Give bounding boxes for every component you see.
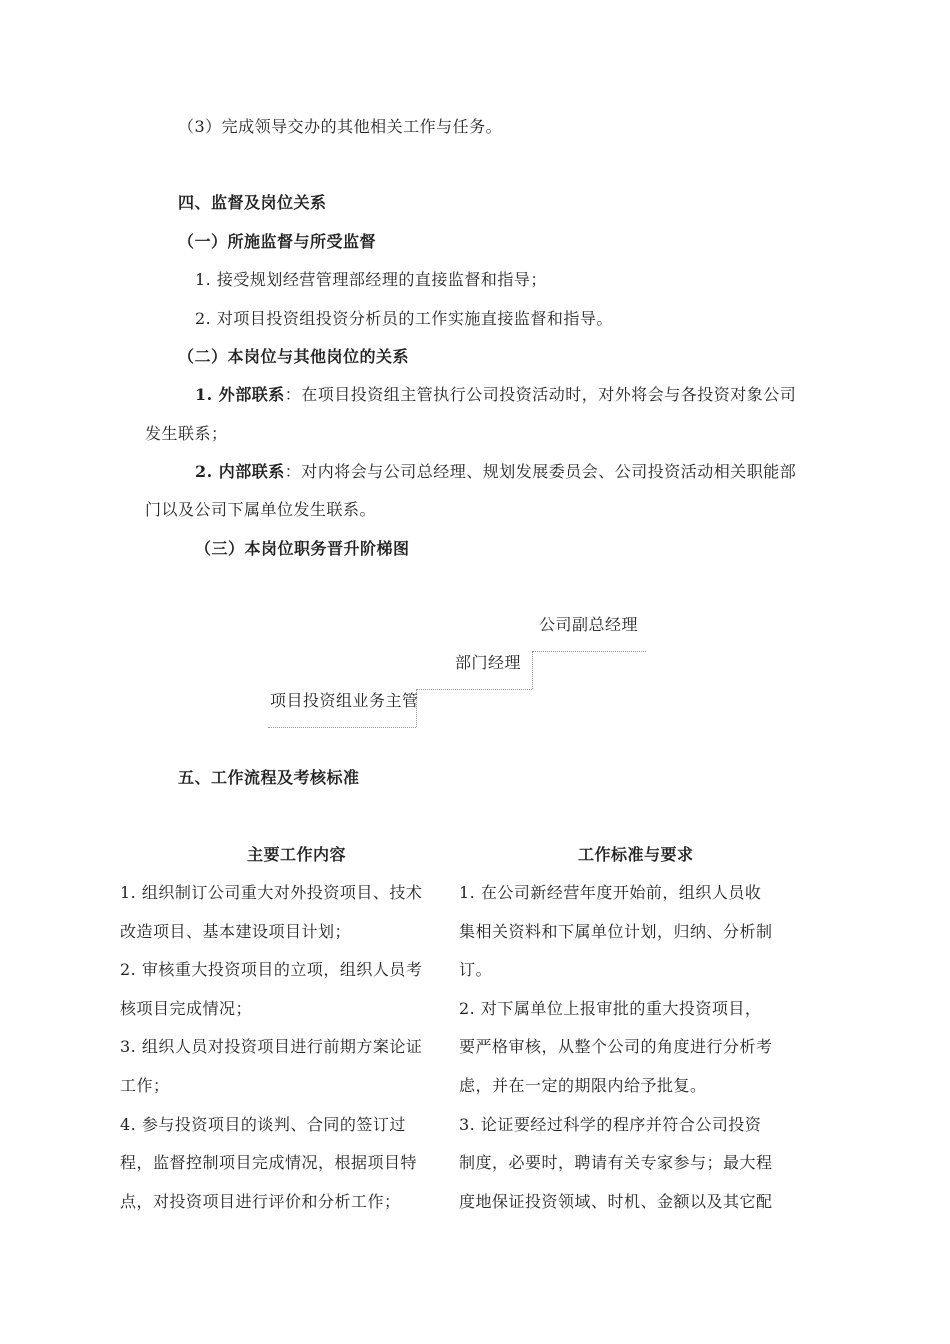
- col2-line: 要严格审核，从整个公司的角度进行分析考: [459, 1037, 773, 1057]
- col2-line: 度地保证投资领域、时机、金额以及其它配: [459, 1191, 773, 1211]
- external-relation-text: ：在项目投资组主管执行公司投资活动时，对外将会与各投资对象公司: [284, 385, 797, 404]
- ladder-bottom-line: [268, 727, 416, 728]
- ladder-top-line: [532, 651, 646, 652]
- internal-relation: [195, 462, 796, 482]
- col-header-work-standard: 工作标准与要求: [578, 845, 694, 864]
- col1-line: 3. 组织人员对投资项目进行前期方案论证: [120, 1037, 423, 1057]
- col2-line: 订。: [459, 960, 493, 980]
- subsection-1-title: （一）所施监督与所受监督: [178, 232, 377, 251]
- col2-line: 1. 在公司新经营年度开始前，组织人员收: [459, 883, 762, 902]
- col-header-main-work: 主要工作内容: [247, 845, 347, 864]
- section-5-title: 五、工作流程及考核标准: [178, 768, 360, 787]
- ladder-mid-step: 部门经理: [455, 653, 522, 672]
- duty-item-3: （3）完成领导交办的其他相关工作与任务。: [178, 117, 503, 136]
- external-relation-label: 1. 外部联系: [195, 385, 285, 404]
- col2-line: 虑，并在一定的期限内给予批复。: [459, 1076, 707, 1095]
- col1-line: 2. 审核重大投资项目的立项，组织人员考: [120, 960, 423, 980]
- col2-line: 2. 对下属单位上报审批的重大投资项目，: [459, 998, 762, 1018]
- col1-line: 核项目完成情况；: [120, 998, 253, 1018]
- supervision-item-2: 2. 对项目投资组投资分析员的工作实施直接监督和指导。: [195, 309, 613, 328]
- ladder-mid-line: [416, 689, 532, 690]
- col1-line: 点，对投资项目进行评价和分析工作；: [120, 1191, 401, 1211]
- external-relation: [195, 385, 796, 405]
- subsection-3-title: （三）本岗位职务晋升阶梯图: [195, 539, 410, 558]
- col2-line: 3. 论证要经过科学的程序并符合公司投资: [459, 1114, 762, 1134]
- ladder-top-step: 公司副总经理: [539, 615, 639, 634]
- section-4-title: 四、监督及岗位关系: [178, 193, 327, 212]
- external-relation-cont: 发生联系；: [145, 424, 228, 443]
- subsection-2-title: （二）本岗位与其他岗位的关系: [178, 347, 410, 366]
- supervision-item-1: 1. 接受规划经营管理部经理的直接监督和指导；: [195, 270, 547, 289]
- internal-relation-cont: 门以及公司下属单位发生联系。: [145, 500, 377, 519]
- col1-line: 程，监督控制项目完成情况，根据项目特: [120, 1153, 418, 1173]
- internal-relation-label: 2. 内部联系: [195, 462, 285, 481]
- col1-line: 改造项目、基本建设项目计划；: [120, 921, 352, 941]
- col2-line: 集相关资料和下属单位计划，归纳、分析制: [459, 921, 773, 941]
- col1-line: 工作；: [120, 1076, 170, 1095]
- col1-line: 1. 组织制订公司重大对外投资项目、技术: [120, 883, 423, 902]
- internal-relation-text: ：对内将会与公司总经理、规划发展委员会、公司投资活动相关职能部: [284, 462, 797, 481]
- ladder-riser-upper: [532, 651, 533, 689]
- col1-line: 4. 参与投资项目的谈判、合同的签订过: [120, 1114, 406, 1134]
- col2-line: 制度，必要时，聘请有关专家参与；最大程: [459, 1153, 773, 1173]
- ladder-bottom-step: 项目投资组业务主管: [270, 691, 419, 710]
